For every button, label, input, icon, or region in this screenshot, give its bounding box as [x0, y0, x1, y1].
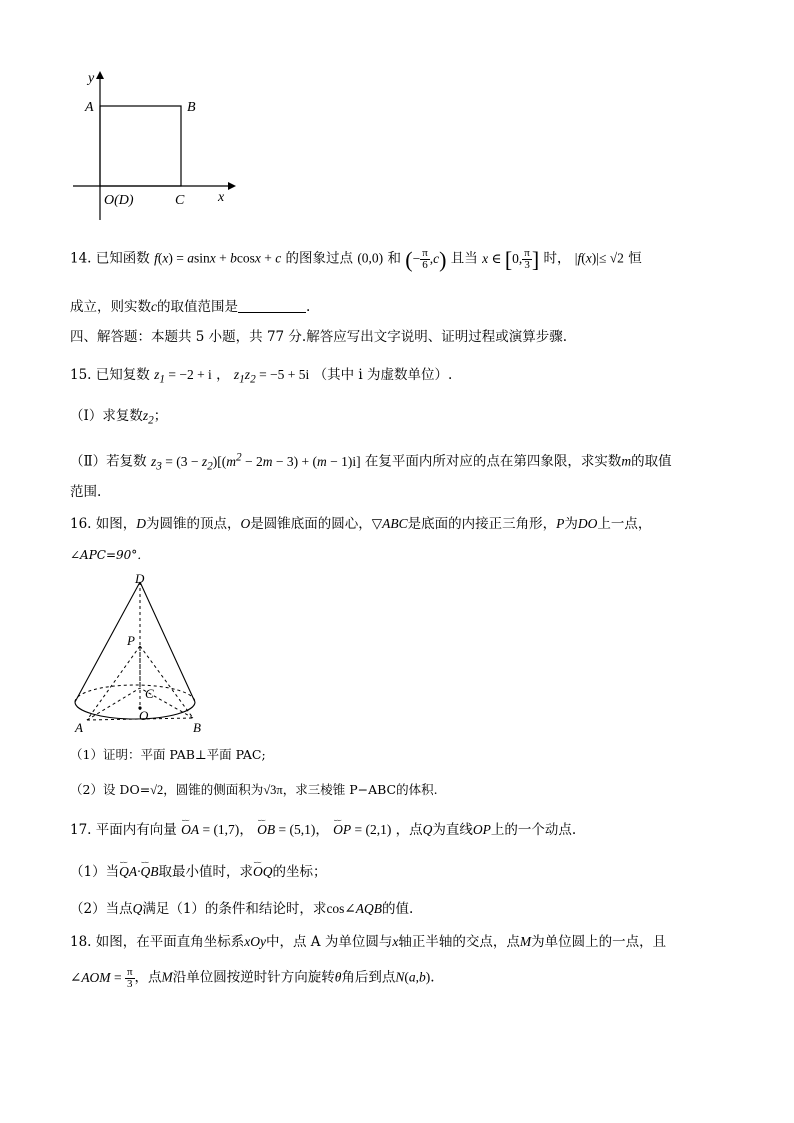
- label-C: C: [145, 686, 154, 701]
- segment-PA: [87, 646, 140, 720]
- question-15-part-2-line-2: 范围.: [70, 484, 102, 500]
- vector-OA: ⌣⌣ OA = (1,7): [181, 822, 239, 837]
- text: 是底面的内接正三角形，: [407, 516, 557, 532]
- label-A: A: [75, 720, 83, 735]
- square-figure: [60, 65, 250, 225]
- text: ，点: [134, 969, 162, 986]
- text: ，圆锥的侧面积为: [163, 782, 264, 797]
- text: 的值.: [382, 901, 414, 917]
- var-m: m: [621, 453, 632, 469]
- text: .: [430, 969, 435, 986]
- vector-OP: ⌣⌣ OP = (2,1): [333, 822, 391, 837]
- text: （2）设 DO=: [70, 782, 151, 797]
- interval-x: x ∈ [0, $\frac{\pi}{3}$ ]: [482, 246, 540, 272]
- text: 的坐标；: [272, 864, 327, 880]
- text: 上一点，: [597, 516, 652, 532]
- point-A-label: A: [85, 100, 94, 115]
- question-18-line-1: 18. 如图，在平面直角坐标系xOy中，点 A 为单位圆与x轴正半轴的交点，点M为单位圆上的一点，且: [70, 934, 667, 950]
- text: 平面内有向量: [95, 822, 177, 838]
- question-15-line-1: 15. 已知复数 $z_1 = -2 + i$ ， $z_1z_2 = -5 + 5i$ （其中 i 为虚数单位）.: [70, 367, 453, 386]
- origin-label: O(D): [104, 193, 134, 208]
- label-B: B: [193, 720, 201, 735]
- y-label: y: [88, 71, 95, 86]
- cone-figure: [65, 570, 225, 740]
- vector-OB: ⌣⌣ OB = (5,1): [257, 822, 315, 837]
- abs-inequality: |f(x)|≤ √2: [574, 250, 624, 266]
- text: 是圆锥底面的圆心，: [250, 516, 372, 532]
- x-axis-arrow: [228, 182, 236, 190]
- question-15-part-2-line-1: [70, 447, 672, 476]
- point-N: N(a,b): [395, 969, 431, 985]
- point-neg-pi-6: (− $\frac{\pi}{6}$ ,c): [405, 246, 447, 272]
- triangle-ABC: ▽ABC: [371, 516, 408, 531]
- text: ；: [153, 408, 168, 424]
- square-ABCD: [100, 106, 181, 186]
- question-15-part-1: [70, 406, 167, 431]
- text: 沿单位圆按逆时针方向旋转: [172, 969, 335, 986]
- text: 取最小值时，求: [158, 864, 253, 880]
- label-D: D: [135, 571, 145, 586]
- text: 已知函数: [95, 250, 150, 267]
- question-18-line-2: ∠AOM = $\frac{\pi}{3}$ ，点M沿单位圆按逆时针方向旋转θ角后到点N(a,b).: [70, 966, 435, 990]
- text: 如图，: [95, 516, 137, 532]
- y-axis-arrow: [96, 71, 104, 79]
- z3-expression: $z_3 = (3 - z_2)[(m^2 - 2m - 3) + (m - 1)i]$: [150, 451, 361, 473]
- text: 已知复数: [95, 367, 150, 383]
- text: （Ⅱ）若复数: [70, 453, 147, 470]
- text: ，求三棱锥 P−ABC的体积.: [282, 782, 438, 797]
- text: 在复平面内所对应的点在第四象限，求实数: [364, 453, 622, 470]
- question-14-line-1: [70, 248, 642, 271]
- text: （1）当: [70, 864, 120, 880]
- text: 成立，则实数: [70, 299, 151, 315]
- question-16-line-1: 16. 如图，D为圆锥的顶点，O是圆锥底面的圆心，▽ABC是底面的内接正三角形，P为DO上一点，: [70, 516, 652, 532]
- text: 的图象过点: [285, 250, 354, 267]
- text: （2）当点: [70, 901, 133, 917]
- text: 为单位圆上的一点，且: [531, 934, 667, 950]
- question-17-line-1: 17. 平面内有向量 ⌣⌣ OA = (1,7)， ⌣⌣ OB = (5,1)， ⌣⌣ OP = (2,1) ，点Q为直线OP上的一个动点.: [70, 820, 576, 840]
- text: 如图，在平面直角坐标系: [95, 934, 245, 950]
- text: 恒: [628, 250, 642, 267]
- z2: $z_2$: [142, 408, 154, 427]
- label-O: O: [139, 708, 149, 723]
- question-number: 16.: [70, 516, 92, 532]
- function-expression: f(x) = asinx + bcosx + c: [154, 250, 282, 266]
- z1z2-definition: $z_1z_2 = -5 + 5i$: [233, 367, 310, 386]
- section-heading: 四、解答题：本题共 5 小题，共 77 分.解答应写出文字说明、证明过程或演算步骤.: [70, 329, 568, 345]
- text: ，点: [395, 822, 423, 838]
- var-c: c: [151, 299, 157, 314]
- question-number: 17.: [70, 822, 92, 838]
- question-number: 15.: [70, 367, 92, 383]
- label-P: P: [127, 633, 135, 648]
- question-17-part-1: （1）当⌣⌣ QA·⌣⌣ QB取最小值时，求⌣⌣ OQ的坐标；: [70, 862, 326, 882]
- text: 的取值: [631, 453, 672, 470]
- question-number: 18.: [70, 934, 92, 950]
- x-label: x: [218, 190, 225, 205]
- question-16-line-2: ∠APC=90°．: [70, 548, 150, 562]
- text: 中，点 A 为单位圆与: [266, 934, 393, 950]
- answer-blank[interactable]: [238, 298, 306, 313]
- text: （Ⅰ）求复数: [70, 408, 143, 424]
- text: 为: [564, 516, 578, 532]
- angle-AOM: ∠AOM = $\frac{\pi}{3}$: [70, 966, 133, 990]
- point-origin: (0,0): [357, 250, 384, 266]
- question-number: 14.: [70, 250, 92, 267]
- text: 和: [387, 250, 401, 267]
- text: 满足（1）的条件和结论时，求: [142, 901, 327, 917]
- question-16-part-2: （2）设 DO=√2，圆锥的侧面积为√3π，求三棱锥 P−ABC的体积.: [70, 782, 438, 797]
- z1-definition: $z_1 = -2 + i$: [154, 367, 212, 386]
- base-back-arc: [75, 685, 195, 702]
- question-16-part-1: （1）证明：平面 PAB⊥平面 PAC;: [70, 747, 266, 762]
- text: 时，: [543, 250, 571, 267]
- point-B-label: B: [187, 100, 196, 115]
- text: .: [306, 299, 311, 315]
- cos-AQB: cos∠AQB: [326, 901, 382, 916]
- question-17-part-2: （2）当点Q满足（1）的条件和结论时，求cos∠AQB的值.: [70, 901, 414, 917]
- question-14-line-2: [70, 297, 310, 317]
- text: 且当: [450, 250, 478, 267]
- text: 角后到点: [341, 969, 396, 986]
- point-C-label: C: [175, 193, 185, 208]
- text: 轴正半轴的交点，点: [398, 934, 520, 950]
- text: 为圆锥的顶点，: [146, 516, 241, 532]
- dot-product-QA-QB: ⌣⌣ QA·⌣⌣ QB: [119, 864, 158, 879]
- text: （其中 i 为虚数单位）.: [313, 367, 453, 383]
- cone-right-edge: [140, 582, 195, 702]
- text: 上的一个动点.: [490, 822, 577, 838]
- text: 的取值范围是: [157, 299, 238, 315]
- text: 为直线: [432, 822, 473, 838]
